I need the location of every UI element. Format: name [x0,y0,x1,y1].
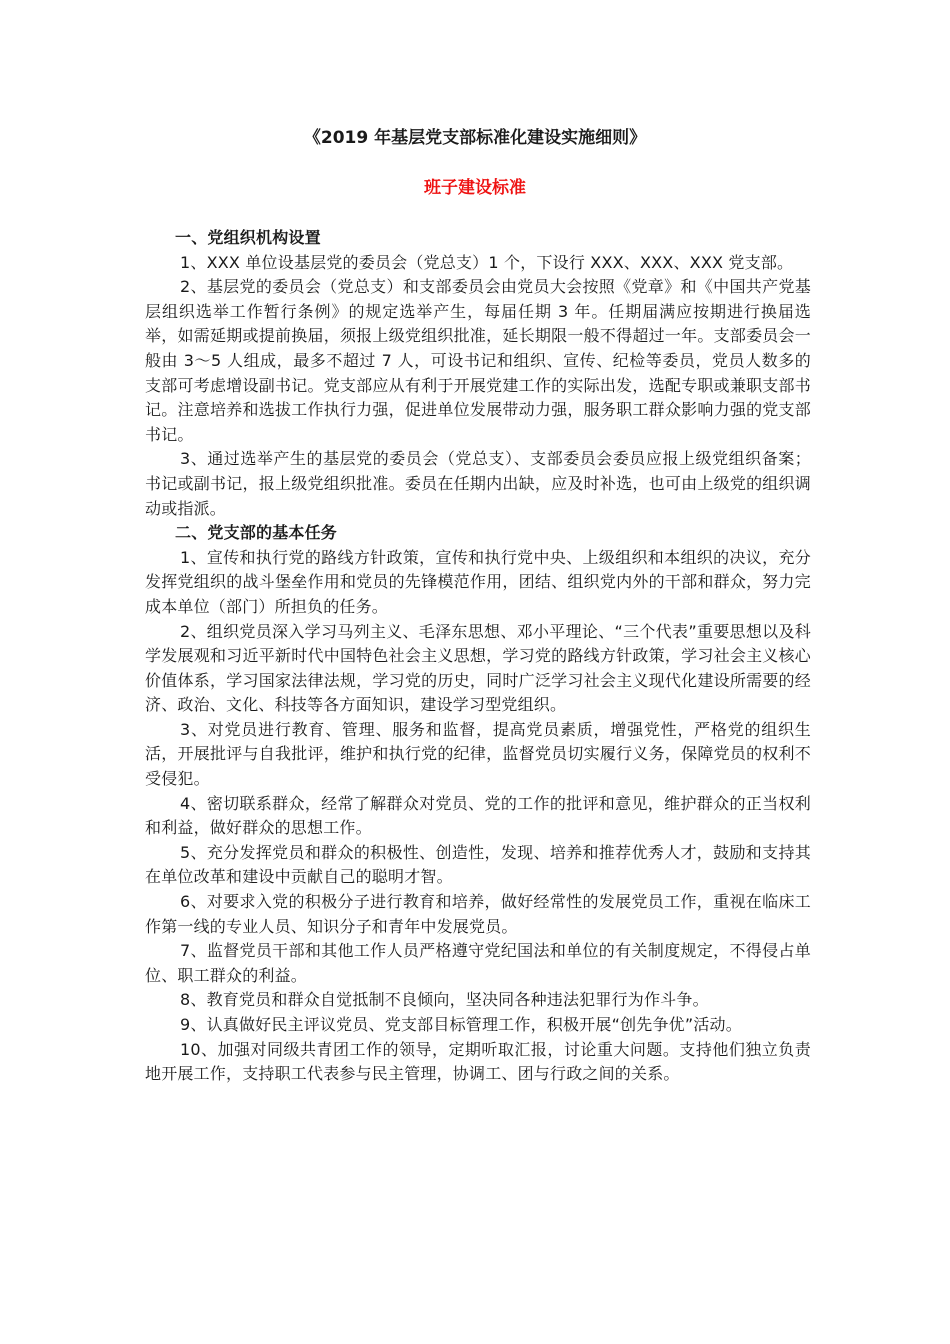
paragraph: 8、教育党员和群众自觉抵制不良倾向，坚决同各种违法犯罪行为作斗争。 [180,990,709,1010]
section-heading: 一、党组织机构设置 [175,228,321,247]
paragraph: 4、密切联系群众，经常了解群众对党员、党的工作的批评和意见，维护群众的正当权利和利益，做好群众的思想工作。 [145,793,811,838]
paragraph: 1、XXX 单位设基层党的委员会（党总支）1 个，下设行 XXX、XXX、XXX 党支部。 [180,252,794,272]
paragraph: 5、充分发挥党员和群众的积极性、创造性，发现、培养和推荐优秀人才，鼓励和支持其在单位改革和建设中贡献自己的聪明才智。 [145,842,811,887]
section-heading: 二、党支部的基本任务 [175,523,338,543]
paragraph: 2、组织党员深入学习马列主义、毛泽东思想、邓小平理论、“三个代表”重要思想以及科学发展观和习近平新时代中国特色社会主义思想，学习党的路线方针政策，学习社会主义核心价值体系，学习国家法律法规，学习党的历史，同时广泛学习社会主义现代化建设所需要的经济、政治、文化、科技等各方面知识，建设学习型党组织。 [145,621,811,715]
paragraph: 10、加强对同级共青团工作的领导，定期听取汇报，讨论重大问题。支持他们独立负责地开展工作，支持职工代表参与民主管理，协调工、团与行政之间的关系。 [145,1039,811,1084]
paragraph: 2、基层党的委员会（党总支）和支部委员会由党员大会按照《党章》和《中国共产党基层组织选举工作暂行条例》的规定选举产生，每届任期 3 年。任期届满应按期进行换届选举，如需延期或提前换届，须报上级党组织批准，延长期限一般不得超过一年。支部委员会一般由 3～5 人组成，最多不超过 7 人，可设书记和组织、宣传、纪检等委员，党员人数多的支部可考虑增设副书记。党支部应从有利于开展党建工作的实际出发，选配专职或兼职支部书记。注意培养和选拔工作执行力强，促进单位发展带动力强，服务职工群众影响力强的党支部书记。 [145,277,811,444]
paragraph: 6、对要求入党的积极分子进行教育和培养，做好经常性的发展党员工作，重视在临床工作第一线的专业人员、知识分子和青年中发展党员。 [145,892,811,936]
document-title: 《2019 年基层党支部标准化建设实施细则》 [303,128,647,148]
document-subtitle: 班子建设标准 [424,178,526,198]
paragraph: 3、对党员进行教育、管理、服务和监督，提高党员素质，增强党性，严格党的组织生活，开展批评与自我批评，维护和执行党的纪律，监督党员切实履行义务，保障党员的权利不受侵犯。 [145,719,811,789]
paragraph: 7、监督党员干部和其他工作人员严格遵守党纪国法和单位的有关制度规定，不得侵占单位、职工群众的利益。 [145,941,811,985]
paragraph: 1、宣传和执行党的路线方针政策，宣传和执行党中央、上级组织和本组织的决议，充分发挥党组织的战斗堡垒作用和党员的先锋模范作用，团结、组织党内外的干部和群众，努力完成本单位（部门）所担负的任务。 [145,547,811,616]
document-body [145,226,811,1087]
paragraph: 3、通过选举产生的基层党的委员会（党总支）、支部委员会委员应报上级党组织备案；书记或副书记，报上级党组织批准。委员在任期内出缺，应及时补选，也可由上级党的组织调动或指派。 [145,449,811,518]
paragraph: 9、认真做好民主评议党员、党支部目标管理工作，积极开展“创先争优”活动。 [180,1015,742,1034]
